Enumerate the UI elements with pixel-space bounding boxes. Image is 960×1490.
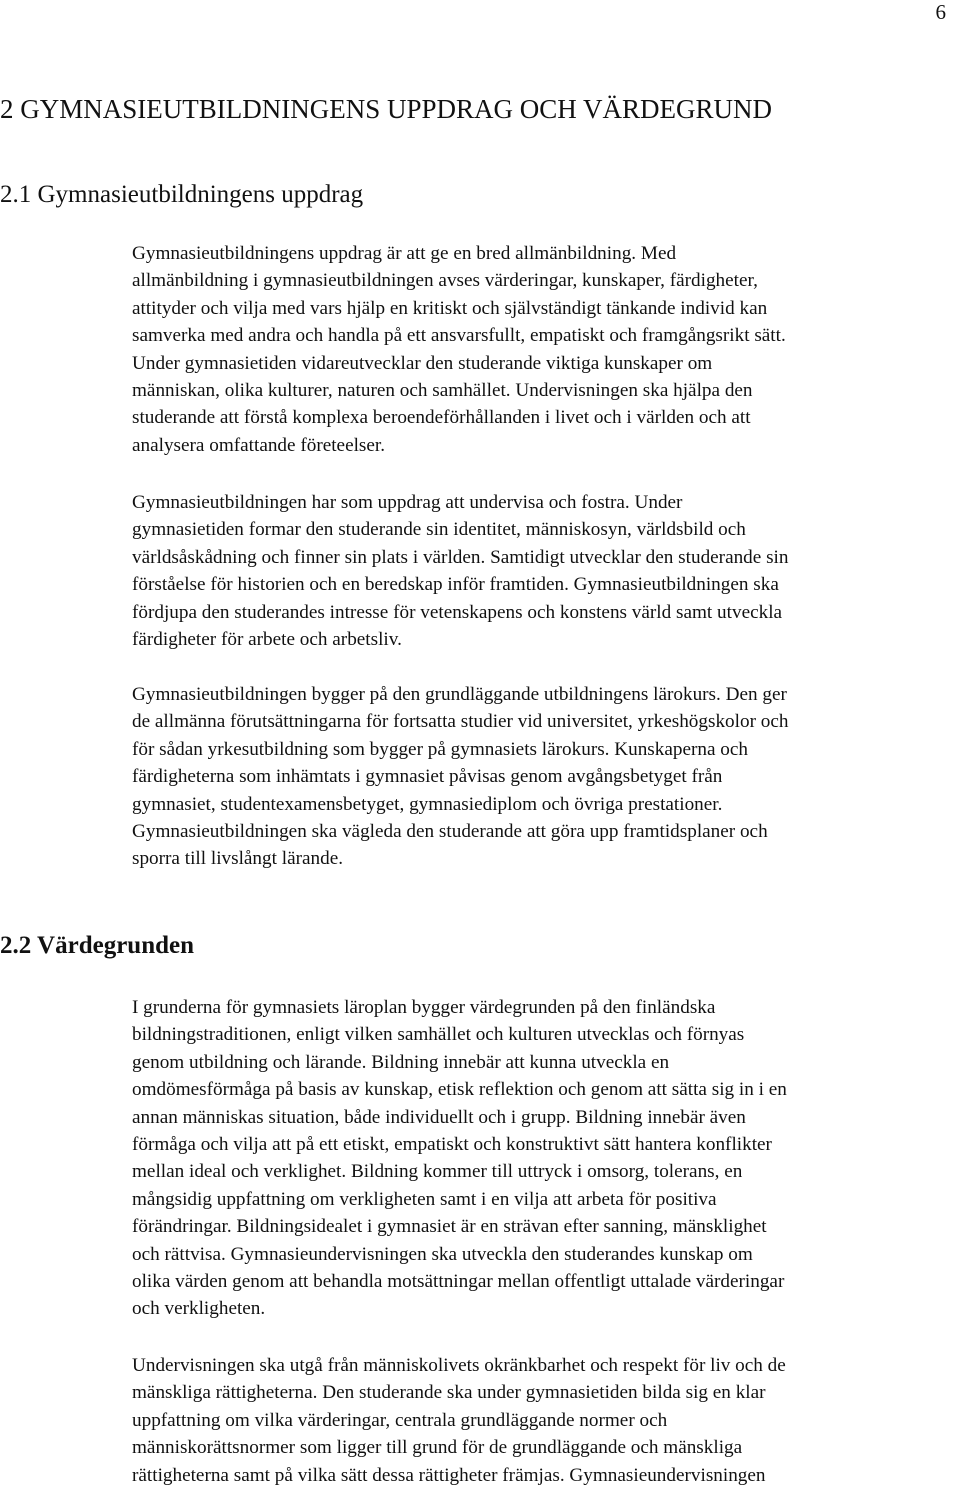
text-line: färdigheter för arbete och arbetsliv. bbox=[132, 629, 402, 651]
text-line: rättigheterna samt på vilka sätt dessa rättigheter främjas. Gymnasieundervisningen bbox=[132, 1464, 766, 1486]
paragraph bbox=[132, 681, 952, 873]
text-line: för sådan yrkesutbildning som bygger på gymnasiets lärokurs. Kunskaperna och bbox=[132, 738, 748, 760]
text-line: människorättsnormer som ligger till grund för de grundläggande och mänskliga bbox=[132, 1437, 743, 1459]
text-line: fördjupa den studerandes intresse för vetenskapens och konstens värld samt utveckla bbox=[132, 601, 783, 623]
chapter-title: 2 GYMNASIEUTBILDNINGENS UPPDRAG OCH VÄRDEGRUND bbox=[0, 94, 773, 124]
text-line: gymnasietiden formar den studerande sin identitet, människosyn, världsbild och bbox=[132, 519, 746, 541]
text-line: uppfattning om vilka värderingar, centrala grundläggande normer och bbox=[132, 1409, 668, 1431]
text-line: Undervisningen ska utgå från människolivets okränkbarhet och respekt för liv och de bbox=[132, 1355, 786, 1376]
text-line: världsåskådning och finner sin plats i världen. Samtidigt utvecklar den studerande sin bbox=[132, 546, 789, 568]
page-number: 6 bbox=[935, 0, 946, 24]
text-line: genom utbildning och lärande. Bildning innebär att kunna utveckla en bbox=[132, 1051, 670, 1073]
text-line: I grunderna för gymnasiets läroplan bygger värdegrunden på den finländska bbox=[132, 997, 716, 1018]
text-line: och rättvisa. Gymnasieundervisningen ska utveckla den studerandes kunskap om bbox=[132, 1243, 753, 1265]
text-line: bildningstraditionen, enligt vilken samhället och kulturen utvecklas och förnyas bbox=[132, 1024, 745, 1046]
text-line: de allmänna förutsättningarna för fortsatta studier vid universitet, yrkeshögskolor och bbox=[132, 711, 789, 733]
text-line: mellan ideal och verklighet. Bildning kommer till uttryck i omsorg, tolerans, en bbox=[132, 1161, 743, 1183]
text-line: Gymnasieutbildningens uppdrag är att ge en bred allmänbildning. Med bbox=[132, 243, 677, 264]
text-line: analysera omfattande företeelser. bbox=[132, 434, 386, 456]
text-line: Gymnasieutbildningen har som uppdrag att undervisa och fostra. Under bbox=[132, 492, 683, 513]
text-line: mänskliga rättigheterna. Den studerande ska under gymnasietiden bilda sig en klar bbox=[132, 1382, 766, 1404]
text-line: gymnasiet, studentexamensbetyget, gymnasiediplom och övriga prestationer. bbox=[132, 793, 723, 815]
section-title-uppdrag: 2.1 Gymnasieutbildningens uppdrag bbox=[0, 181, 364, 208]
text-line: studerande att förstå komplexa beroendeförhållanden i livet och i världen och att bbox=[132, 407, 751, 429]
paragraph bbox=[132, 240, 952, 459]
text-line: förmåga och vilja att på ett etiskt, empatiskt och konstruktivt sätt hantera konflikter bbox=[132, 1134, 772, 1156]
text-line: förståelse för historien och en beredskap inför framtiden. Gymnasieutbildningen ska bbox=[132, 574, 779, 596]
paragraph bbox=[132, 1352, 952, 1489]
text-line: Gymnasieutbildningen bygger på den grundläggande utbildningens lärokurs. Den ger bbox=[132, 684, 787, 705]
text-line: färdigheterna som inhämtats i gymnasiet påvisas genom avgångsbetyget från bbox=[132, 766, 723, 788]
text-line: förändringar. Bildningsidealet i gymnasiet är en strävan efter sanning, mänsklighet bbox=[132, 1216, 767, 1238]
paragraph bbox=[132, 994, 952, 1323]
text-line: människan, olika kulturer, naturen och samhället. Undervisningen ska hjälpa den bbox=[132, 380, 753, 402]
text-line: Under gymnasietiden vidareutvecklar den studerande viktiga kunskaper om bbox=[132, 352, 713, 374]
text-line: omdömesförmåga på basis av kunskap, etisk reflektion och genom att sätta sig in i en bbox=[132, 1079, 787, 1101]
text-line: attityder och vilja med vars hjälp en kritiskt och självständigt tänkande individ kan bbox=[132, 297, 768, 319]
text-line: mångsidig uppfattning om verkligheten samt i en vilja att arbeta för positiva bbox=[132, 1188, 717, 1210]
paragraph bbox=[132, 489, 952, 653]
section-title-vardegrunden: 2.2 Värdegrunden bbox=[0, 932, 195, 959]
text-line: och verkligheten. bbox=[132, 1298, 266, 1320]
text-line: annan människas situation, både individuellt och i grupp. Bildning innebär även bbox=[132, 1106, 746, 1128]
text-line: samverka med andra och handla på ett ansvarsfullt, empatiskt och framgångsrikt sätt. bbox=[132, 325, 786, 347]
text-line: sporra till livslångt lärande. bbox=[132, 848, 344, 870]
text-line: Gymnasieutbildningen ska vägleda den studerande att göra upp framtidsplaner och bbox=[132, 821, 768, 843]
text-line: olika värden genom att behandla motsättningar mellan offentligt uttalade värderingar bbox=[132, 1271, 785, 1293]
text-line: allmänbildning i gymnasieutbildningen avses värderingar, kunskaper, färdigheter, bbox=[132, 270, 758, 292]
